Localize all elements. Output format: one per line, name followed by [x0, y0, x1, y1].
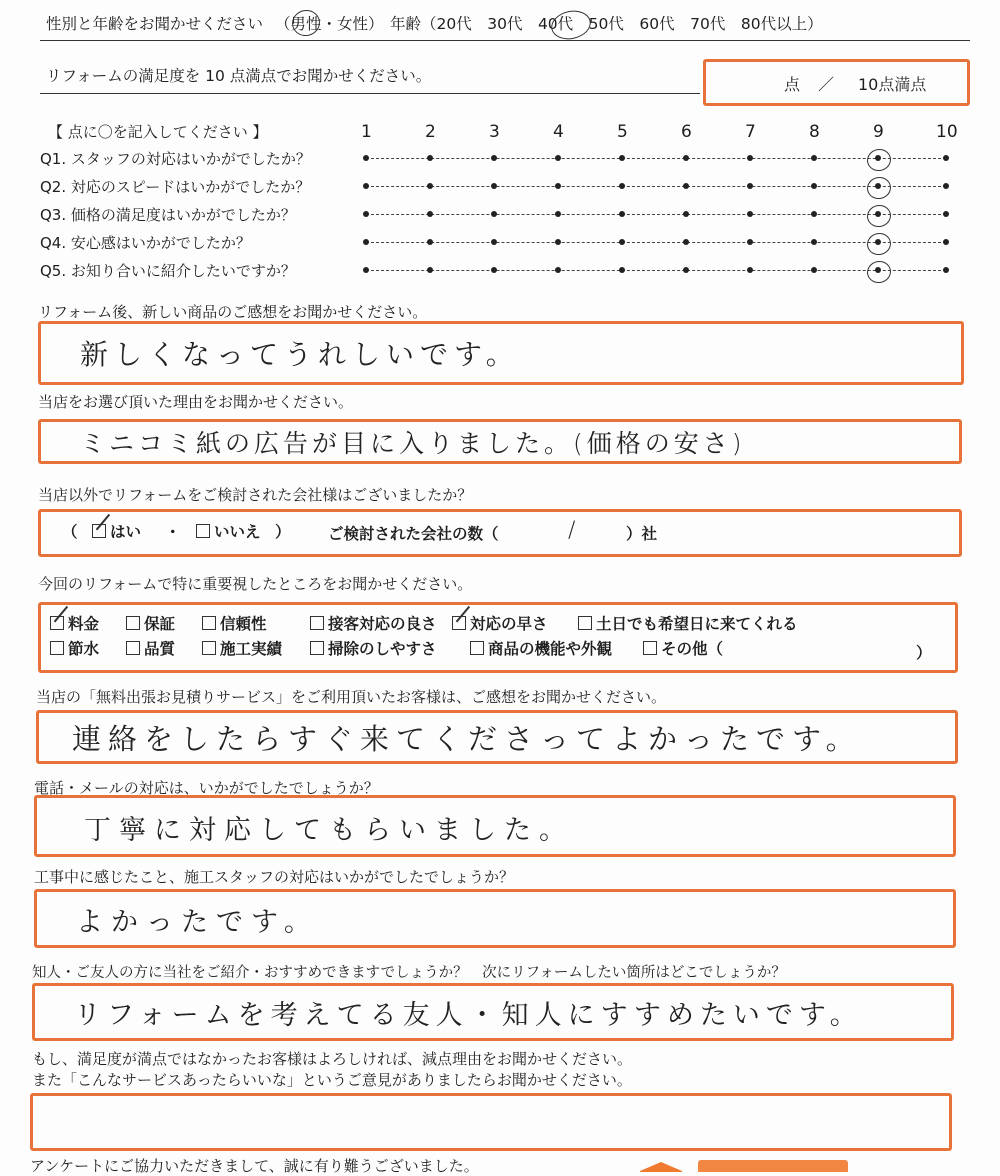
priority-option[interactable] — [452, 612, 548, 634]
rating-point[interactable] — [683, 155, 689, 161]
rating-point[interactable] — [943, 155, 949, 161]
rating-question-label: Q5. お知り合いに紹介したいですか？ — [40, 262, 296, 280]
priority-checkbox[interactable] — [202, 641, 216, 655]
improve-question-1: もし、満足度が満点ではなかったお客様はよろしければ、減点理由をお聞かせください。 — [32, 1050, 633, 1068]
priority-checkbox[interactable] — [310, 641, 324, 655]
other-count-unit: ）社 — [626, 525, 658, 543]
estimate-answer: 連絡をしたらすぐ来てくださってよかったです。 — [72, 722, 862, 756]
other-companies-question: 当店以外でリフォームをご検討された会社様はございましたか？ — [38, 486, 473, 504]
priority-option[interactable] — [126, 612, 175, 634]
scale-number: 5 — [617, 122, 628, 142]
other-count-label: ご検討された会社の数（ — [328, 525, 499, 543]
rating-point[interactable] — [747, 239, 753, 245]
rating-point[interactable] — [747, 183, 753, 189]
priority-option-label: 接客対応の良さ — [328, 615, 437, 633]
rating-selected-circle — [865, 231, 893, 258]
rating-point[interactable] — [363, 211, 369, 217]
other-count-value: / — [568, 518, 582, 543]
score-max-label: 10点満点 — [858, 75, 927, 94]
rating-line — [366, 214, 946, 215]
rating-point[interactable] — [619, 155, 625, 161]
rating-point[interactable] — [811, 267, 817, 273]
reason-question: 当店をお選び頂いた理由をお聞かせください。 — [38, 393, 354, 411]
priority-checkbox[interactable] — [50, 641, 64, 655]
scale-number: 6 — [681, 122, 692, 142]
rating-point[interactable] — [619, 239, 625, 245]
gender-label: 性別と年齢をお聞かせください — [46, 15, 264, 33]
satisfaction-rule — [40, 93, 700, 94]
other-no-label: いいえ — [214, 523, 261, 541]
score-box[interactable] — [703, 59, 970, 106]
priority-checkbox[interactable] — [202, 616, 216, 630]
rating-point[interactable] — [811, 211, 817, 217]
checkbox-no[interactable] — [196, 524, 210, 538]
priority-checkbox[interactable] — [470, 641, 484, 655]
priority-option-label: 品質 — [144, 640, 176, 658]
other-open-paren: （ — [62, 523, 78, 541]
rating-point[interactable] — [491, 183, 497, 189]
footer-thanks: アンケートにご協力いただきまして、誠に有り難うございました。 — [30, 1157, 479, 1175]
rating-question-label: Q1. スタッフの対応はいかがでしたか？ — [40, 150, 311, 168]
rating-point[interactable] — [943, 183, 949, 189]
rating-point[interactable] — [943, 267, 949, 273]
rating-question-label: Q4. 安心感はいかがでしたか？ — [40, 234, 251, 252]
rating-point[interactable] — [491, 155, 497, 161]
satisfaction-prompt: リフォームの満足度を 10 点満点でお聞かせください。 — [46, 67, 432, 85]
rating-point[interactable] — [683, 267, 689, 273]
refer-question: 知人・ご友人の方に当社をご紹介・おすすめできますでしょうか？ 次にリフォームしたい箇所はどこでしょうか？ — [32, 965, 786, 981]
scale-number: 1 — [361, 122, 372, 142]
rating-point[interactable] — [363, 267, 369, 273]
priority-checkbox[interactable] — [643, 641, 657, 655]
rating-line — [366, 242, 946, 243]
header-rule — [40, 40, 970, 41]
age-label: 年齢（20代 30代 40代 50代 60代 70代 80代以上） — [390, 15, 823, 33]
priority-option-label: その他（ — [661, 640, 724, 658]
priority-checkbox[interactable] — [126, 641, 140, 655]
other-no-option[interactable] — [196, 520, 261, 542]
rating-point[interactable] — [363, 183, 369, 189]
priority-option-label: 対応の早さ — [470, 615, 548, 633]
improve-question-2: また「こんなサービスあったらいいな」というご意見がありましたらお聞かせください。 — [32, 1071, 632, 1089]
priority-question: 今回のリフォームで特に重要視したところをお聞かせください。 — [38, 575, 473, 593]
improve-answer-box[interactable] — [30, 1093, 952, 1151]
rating-point[interactable] — [363, 239, 369, 245]
other-separator: ・ — [165, 523, 181, 541]
rating-selected-circle — [865, 259, 893, 286]
rating-point[interactable] — [491, 239, 497, 245]
rating-point[interactable] — [363, 155, 369, 161]
rating-point[interactable] — [747, 155, 753, 161]
rating-instruction: 【 点に〇を記入してください 】 — [48, 123, 268, 141]
scale-number: 4 — [553, 122, 564, 142]
rating-point[interactable] — [943, 211, 949, 217]
priority-option-label: 節水 — [68, 640, 100, 658]
estimate-question: 当店の「無料出張お見積りサービス」をご利用頂いたお客様は、ご感想をお聞かせください。 — [36, 688, 667, 706]
scale-number: 9 — [873, 122, 884, 142]
score-slash: ／ — [818, 75, 835, 94]
rating-point[interactable] — [427, 155, 433, 161]
priority-option-label: 料金 — [68, 615, 100, 633]
rating-point[interactable] — [619, 183, 625, 189]
scale-number: 8 — [809, 122, 820, 142]
impression-answer: 新しくなってうれしいです。 — [80, 338, 520, 371]
priority-option[interactable] — [643, 637, 723, 659]
rating-point[interactable] — [747, 211, 753, 217]
priority-option[interactable] — [578, 612, 798, 634]
priority-option-label: 信頼性 — [220, 615, 267, 633]
rating-point[interactable] — [491, 211, 497, 217]
priority-option-label: 土日でも希望日に来てくれる — [596, 615, 798, 633]
phone-question: 電話・メールの対応は、いかがでしたでしょうか？ — [34, 779, 379, 797]
rating-point[interactable] — [943, 239, 949, 245]
scale-number: 10 — [936, 122, 958, 142]
priority-option[interactable] — [50, 637, 99, 659]
priority-option-label: 掃除のしやすさ — [328, 640, 437, 658]
rating-point[interactable] — [555, 211, 561, 217]
rating-point[interactable] — [683, 211, 689, 217]
rating-point[interactable] — [555, 183, 561, 189]
rating-point[interactable] — [683, 183, 689, 189]
rating-question-label: Q3. 価格の満足度はいかがでしたか？ — [40, 206, 296, 224]
impression-question: リフォーム後、新しい商品のご感想をお聞かせください。 — [38, 303, 428, 321]
rating-selected-circle — [865, 147, 893, 174]
priority-option[interactable] — [470, 637, 612, 659]
rating-point[interactable] — [427, 239, 433, 245]
refer-answer: リフォームを考えてる友人・知人にすすめたいです。 — [74, 1000, 863, 1031]
rating-line — [366, 186, 946, 187]
rating-point[interactable] — [427, 211, 433, 217]
priority-checkbox[interactable] — [126, 616, 140, 630]
scale-number: 3 — [489, 122, 500, 142]
priority-checkbox[interactable] — [310, 616, 324, 630]
scale-number: 7 — [745, 122, 756, 142]
rating-point[interactable] — [747, 267, 753, 273]
other-yes-label: はい — [110, 523, 142, 541]
rating-point[interactable] — [555, 267, 561, 273]
rating-point[interactable] — [491, 267, 497, 273]
gender-options: （男性・女性） — [275, 15, 384, 33]
priority-option[interactable] — [126, 637, 175, 659]
rating-selected-circle — [865, 175, 893, 202]
rating-point[interactable] — [555, 155, 561, 161]
priority-option-label: 保証 — [144, 615, 176, 633]
reason-answer: ミニコミ紙の広告が目に入りました。(価格の安さ) — [80, 429, 746, 458]
priority-option-label: 商品の機能や外観 — [488, 640, 613, 658]
rating-point[interactable] — [811, 239, 817, 245]
rating-line — [366, 270, 946, 271]
work-answer: よかったです。 — [76, 907, 319, 938]
priority-checkbox[interactable] — [578, 616, 592, 630]
priority-option[interactable] — [310, 612, 437, 634]
rating-point[interactable] — [619, 211, 625, 217]
priority-option[interactable] — [202, 612, 267, 634]
rating-question-label: Q2. 対応のスピードはいかがでしたか？ — [40, 178, 311, 196]
priority-close-paren: ） — [916, 644, 932, 662]
scale-number: 2 — [425, 122, 436, 142]
rating-point[interactable] — [427, 267, 433, 273]
rating-line — [366, 158, 946, 159]
work-question: 工事中に感じたこと、施工スタッフの対応はいかがでしたでしょうか？ — [34, 868, 515, 886]
rating-point[interactable] — [683, 239, 689, 245]
rating-point[interactable] — [811, 183, 817, 189]
other-close-paren: ） — [275, 523, 291, 541]
priority-option-label: 施工実績 — [220, 640, 283, 658]
rating-selected-circle — [865, 203, 893, 230]
rating-point[interactable] — [811, 155, 817, 161]
phone-answer: 丁寧に対応してもらいました。 — [84, 815, 574, 846]
score-unit: 点 — [784, 75, 801, 94]
rating-point[interactable] — [427, 183, 433, 189]
priority-option[interactable] — [310, 637, 437, 659]
rating-point[interactable] — [555, 239, 561, 245]
rating-point[interactable] — [619, 267, 625, 273]
priority-option[interactable] — [202, 637, 282, 659]
